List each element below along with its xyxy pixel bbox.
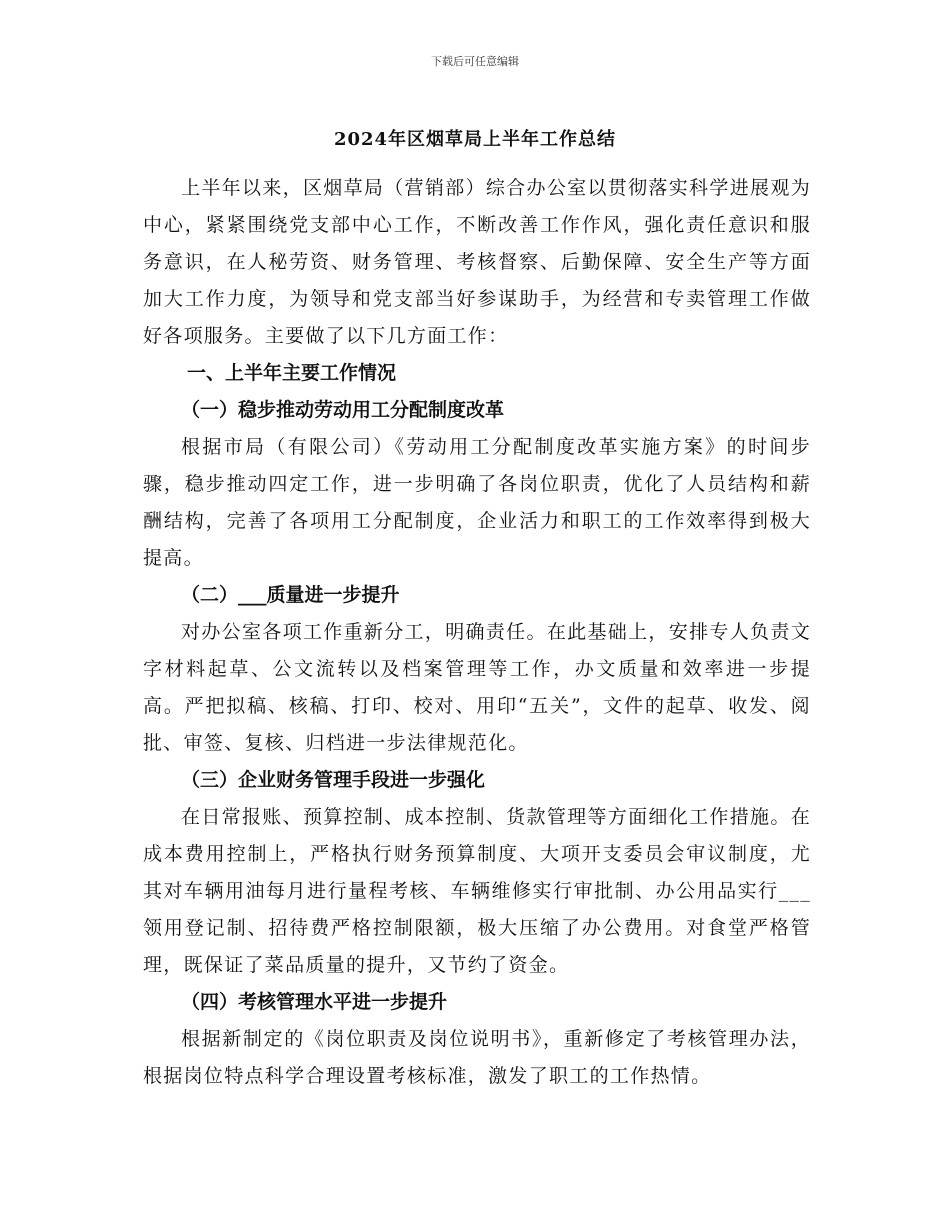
subsection-heading-2: （二）___质量进一步提升 [181,584,400,606]
subsection-heading-4: （四）考核管理水平进一步提升 [181,991,448,1013]
section-heading-1: 一、上半年主要工作情况 [187,362,397,384]
subsection-heading-3: （三）企业财务管理手段进一步强化 [181,769,486,791]
subsection-paragraph-2: 对办公室各项工作重新分工，明确责任。在此基础上，安排专人负责文字材料起草、公文流转以及档案管理等工作，办文质量和效率进一步提高。严把拟稿、核稿、打印、校对、用印“五关”，文件的起草、收发、阅批、审签、复核、归档进一步法律规范化。 [143,621,811,754]
subsection-paragraph-4: 根据新制定的《岗位职责及岗位说明书》，重新修定了考核管理办法，根据岗位特点科学合理设置考核标准，激发了职工的工作热情。 [143,1028,811,1087]
intro-paragraph: 上半年以来，区烟草局（营销部）综合办公室以贯彻落实科学进展观为中心，紧紧围绕党支部中心工作，不断改善工作作风，强化责任意识和服务意识，在人秘劳资、财务管理、考核督察、后勤保障、安全生产等方面加大工作力度，为领导和党支部当好参谋助手，为经营和专卖管理工作做好各项服务。主要做了以下几方面工作： [143,177,811,347]
header-note: 下载后可任意编辑 [431,55,519,68]
subsection-paragraph-3: 在日常报账、预算控制、成本控制、货款管理等方面细化工作措施。在成本费用控制上，严格执行财务预算制度、大项开支委员会审议制度，尤其对车辆用油每月进行量程考核、车辆维修实行审批制、办公用品实行___领用登记制、招待费严格控制限额，极大压缩了办公费用。对食堂严格管理，既保证了菜品质量的提升，又节约了资金。 [143,806,811,976]
subsection-paragraph-1: 根据市局（有限公司）《劳动用工分配制度改革实施方案》的时间步骤，稳步推动四定工作，进一步明确了各岗位职责，优化了人员结构和薪酬结构，完善了各项用工分配制度，企业活力和职工的工作效率得到极大提高。 [143,436,811,569]
document-body [143,170,811,1095]
document-title: 2024年区烟草局上半年工作总结 [333,129,617,150]
subsection-heading-1: （一）稳步推动劳动用工分配制度改革 [181,399,505,421]
